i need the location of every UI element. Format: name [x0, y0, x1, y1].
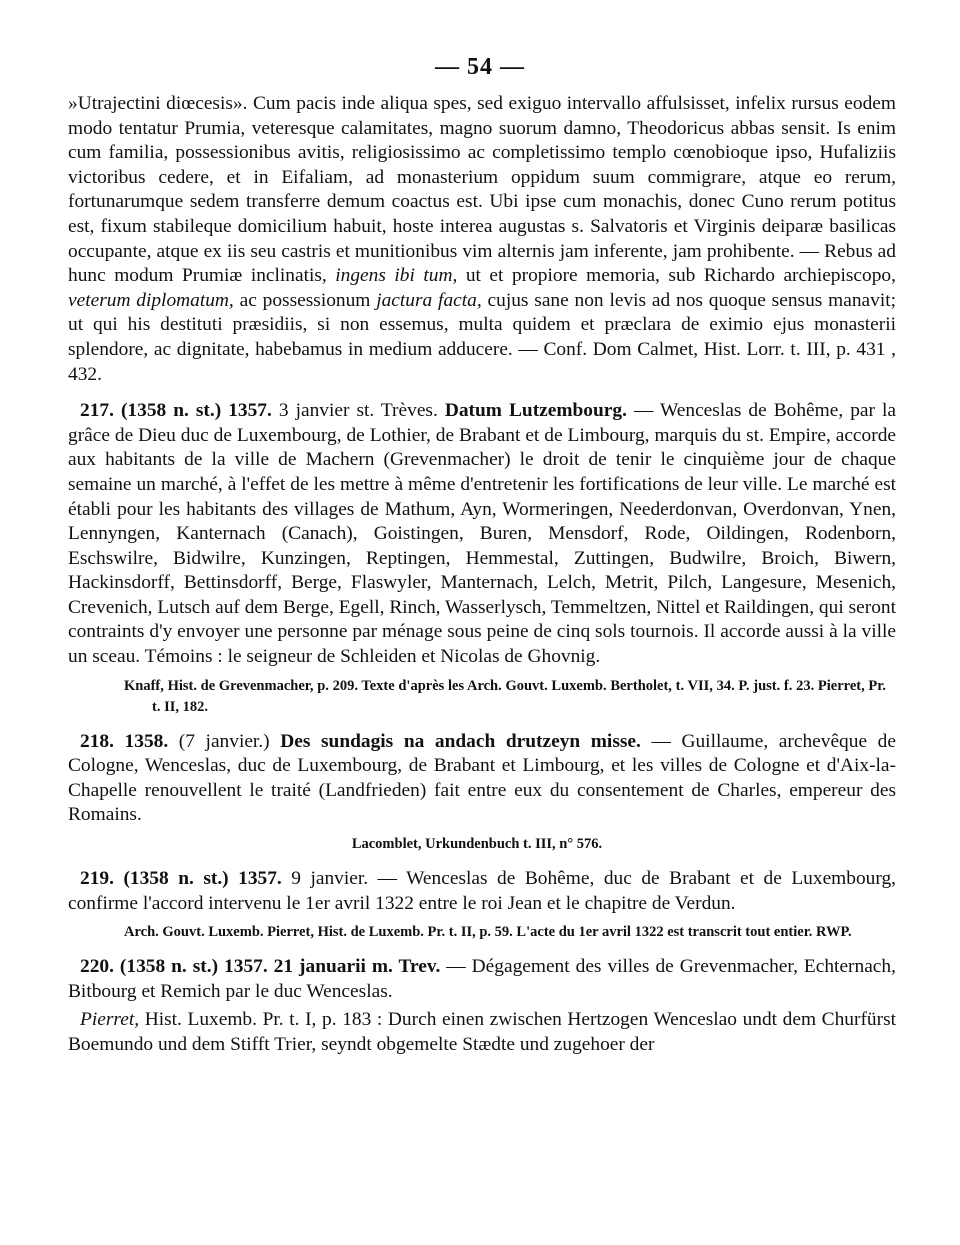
closing-italic: Pierret,: [80, 1009, 140, 1031]
entry-218: [68, 730, 896, 828]
entry-dated: 21 januarii m. Trev.: [273, 956, 441, 978]
entry-place: 9 janvier.: [291, 868, 369, 890]
entry-text: — Wenceslas de Bohême, par la grâce de Dieu duc de Luxembourg, de Lothier, de Brabant et de Limbourg, marquis du st. Empire, accorde aux habitants de la ville de Machern (Grevenmacher) le droit de tenir le cinquième jour de chaque semaine un marché, à l'effet de les mettre à même d'entretenir les fortifications de leur ville. Le marché est établi pour les habitants des villages de Mathum, Ayn, Wormeringen, Neederdonvan, Overdonvan, Ynen, Lennyngen, Kanternach (Canach), Goistingen, Buren, Mensdorf, Rode, Oildingen, Rodenborn, Eschswilre, Bidwilre, Kunzingen, Reptingen, Hemmestal, Zuttingen, Budwilre, Broich, Biwern, Hackinsdorff, Bettinsdorff, Berge, Flaswyler, Manternach, Lelch, Metrit, Pilch, Langesure, Mesenich, Crevenich, Lutsch auf dem Berge, Egell, Rinch, Wasserlysch, Temmeltzen, Nittel et Raildingen, qui seront contraints d'y envoyer une personne par ménage sous peine de cinq sols tournois. Il accorde aussi à la ville un sceau. Témoins : le seigneur de Schleiden et Nicolas de Ghovnig.: [68, 400, 896, 668]
entry-date: (1358 n. st.) 1357.: [119, 956, 268, 978]
entry-219-sources: Arch. Gouvt. Luxemb. Pierret, Hist. de Luxemb. Pr. t. II, p. 59. L'acte du 1er avril 1322 est transcrit tout entier. RWP.: [124, 924, 852, 941]
entry-place: 3 janvier st. Trèves.: [278, 400, 438, 422]
closing-paragraph: [68, 1008, 896, 1057]
page-number: — 54 —: [435, 54, 525, 80]
entry-dated: Des sundagis na andach drutzeyn misse.: [280, 730, 641, 752]
intro-text-3: ac possessionum: [239, 289, 371, 311]
entry-number: 219.: [80, 868, 114, 890]
page-body: [68, 92, 896, 1058]
entry-218-sources: Lacomblet, Urkundenbuch t. III, n° 576.: [351, 836, 603, 853]
entry-place: (7 janvier.): [178, 730, 270, 752]
entry-217-sources: Knaff, Hist. de Grevenmacher, p. 209. Texte d'après les Arch. Gouvt. Luxemb. Bertholet, t. VII, 34. P. just. f. 23. Pierret, Pr. t. II, 182.: [124, 677, 886, 715]
entry-number: 218.: [80, 730, 114, 752]
intro-text-1: »Utrajectini diœcesis». Cum pacis inde aliqua spes, sed exiguo intervallo affulsisset, infelix rursus eodem modo tentatur Prumia, veteresque calamitates, magno suorum damno, Theodoricus abbas sensit. Is enim cum familia, possessionibus avitis, religiosissimo ac completissimo templo cœnobioque ipso, Hufaliziis victoribus cedere, et in Eifaliam, ad monasterium oppidum suum commigrare, atque eo rerum, fortunarumque sedem transferre demum coactus est. Ubi ipse cum monachis, donec Cuno rerum potitus est, fixum stabileque domicilium habuit, hoste interea augustas s. Salvatoris et Virginis deiparæ basilicas occupante, atque ex iis seu castris et munitionibus vim alternis jam inferente, jam prohibente. — Rebus ad hunc modum Prumiæ inclinatis,: [68, 93, 896, 287]
intro-italic-1: ingens ibi tum,: [335, 265, 458, 287]
entry-date: 1358.: [124, 730, 169, 752]
intro-text-2: ut et propiore memoria, sub Richardo archiepiscopo,: [465, 265, 896, 287]
entry-number: 220.: [80, 956, 114, 978]
entry-dated: Datum Lutzembourg.: [444, 400, 627, 422]
intro-italic-2: veterum diplomatum,: [68, 289, 234, 311]
intro-text-4: cujus sane non levis ad nos quoque sensus manavit; ut qui his destituti præsidiis, si non essemus, multa quidem et præclara de eximio ejus monasterii splendore, ac dignitate, habebamus in medium adducere. — Conf. Dom Calmet, Hist. Lorr. t. III, p. 431 , 432.: [68, 289, 896, 385]
entry-text: — Guillaume, archevêque de Cologne, Wenceslas, duc de Luxembourg, de Brabant et Limbourg, et les villes de Cologne et d'Aix-la-Chapelle renouvellent le traité (Landfrieden) fait entre eux du consentement de Charles, empereur des Romains.: [68, 730, 896, 826]
closing-text: Hist. Luxemb. Pr. t. I, p. 183 : Durch einen zwischen Hertzogen Wenceslao undt dem Churfürst Boemundo und dem Stifft Trier, seyndt obgemelte Stædte und zugehoer der: [68, 1009, 896, 1055]
entry-219: [68, 867, 896, 916]
intro-paragraph: [68, 92, 896, 387]
entry-date: (1358 n. st.) 1357.: [123, 868, 282, 890]
entry-217: [68, 399, 896, 670]
intro-italic-3: jactura facta,: [376, 289, 482, 311]
entry-text: — Wenceslas de Bohême, duc de Brabant et de Luxembourg, confirme l'accord intervenu le 1er avril 1322 entre le roi Jean et le chapitre de Verdun.: [68, 868, 896, 914]
entry-text: — Dégagement des villes de Grevenmacher, Echternach, Bitbourg et Remich par le duc Wenceslas.: [68, 956, 896, 1002]
entry-number: 217.: [80, 400, 114, 422]
entry-date: (1358 n. st.) 1357.: [120, 400, 272, 422]
entry-220: [68, 955, 896, 1004]
